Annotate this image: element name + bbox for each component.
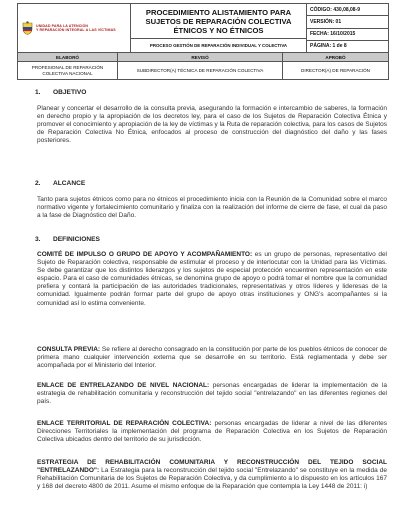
logo-line-1: UNIDAD PARA LA ATENCIÓN (36, 23, 89, 28)
approval-value-reviso: SUBDIRECTOR(A) TÉCNICA DE REPARACIÓN COLECTIVA (118, 62, 283, 79)
process-name: PROCESO GESTIÓN DE REPARACIÓN INDIVIDUAL Y COLECTIVA (149, 43, 288, 48)
section-heading-alcance (35, 180, 85, 187)
document-title: PROCEDIMIENTO ALISTAMIENTO PARA SUJETOS DE REPARACIÓN COLECTIVA ÉTNICOS Y NO ÉTNICOS (145, 7, 292, 35)
logo-line-2: Y REPARACIÓN INTEGRAL A LAS VÍCTIMAS (36, 28, 116, 32)
definition-enlace-entrelazando (37, 382, 387, 406)
title-cell (131, 4, 307, 52)
scope-paragraph: Tanto para sujetos étnicos como para no étnicos el procedimiento inicia con la Reunión de la Comunidad sobre el marco normativo vigente y fortalecimiento comunitario y finaliza con la realización del informe de cierre de fase, el cual da paso a la fase de Diagnóstico del Daño. (37, 196, 387, 220)
definition-text: personas encargadas de liderar a nivel de las diferentes Direcciones Territoriales la implementación del programa de Reparación Colectiva en los Sujetos de Reparación Colectiva ubicados dentro del territorio de su jurisdicción. (37, 420, 387, 444)
section-heading-objetivo (35, 89, 86, 96)
document-header (17, 3, 389, 53)
document-code: CÓDIGO: 430,08,08-9 (307, 4, 388, 16)
section-number: 3. (35, 236, 41, 243)
page-number: PÁGINA: 1 de 8 (310, 43, 347, 50)
definition-term: ENLACE DE ENTRELAZANDO DE NIVEL NACIONAL: (37, 382, 210, 389)
section-number: 1. (35, 89, 41, 96)
definition-term: COMITÉ DE IMPULSO O GRUPO DE APOYO Y ACOMPAÑAMIENTO: (37, 251, 253, 258)
section-title: ALCANCE (53, 180, 86, 187)
approval-header-elaboro: ELABORÓ (18, 53, 118, 62)
organization-logo (36, 24, 116, 33)
title-box (131, 4, 306, 39)
approval-header-aprobo: APROBÓ (283, 53, 388, 62)
definition-comite-impulso (37, 251, 387, 308)
definition-consulta-previa (37, 346, 387, 370)
coat-of-arms-icon (22, 21, 33, 35)
approval-header-reviso: REVISÓ (118, 53, 283, 62)
section-number: 2. (35, 180, 41, 187)
definition-text: Se refiere al derecho consagrado en la constitución por parte de los pueblos étnicos de conocer de primera mano cualquier intervención externa que se desarrolle en su territorio. Está reglamentada y debe ser acompañada por el Ministerio del Interior. (37, 346, 387, 370)
approval-table (17, 53, 389, 80)
definition-estrategia-entrelazando (37, 459, 387, 491)
document-date: FECHA: 16/10/2015 (307, 29, 388, 41)
document-version: VERSIÓN: 01 (307, 16, 388, 28)
section-heading-definiciones (35, 236, 100, 243)
section-title: DEFINICIONES (53, 236, 100, 243)
definition-term: ENLACE TERRITORIAL DE REPARACIÓN COLECTIVA: (37, 420, 212, 427)
objective-paragraph: Planear y concertar el desarrollo de la consulta previa, asegurando la formación e intercambio de saberes, la formación en derecho propio y la apropiación de los decretos ley, para el caso de los Sujetos de Reparación Colectiva Étnica y promover el conocimiento y apropiación de la ley de víctimas y la Ruta de reparación colectiva, para los casos de Sujetos de Reparación Colectiva No Étnica, enfocados al proceso de construcción del diagnóstico del daño y las fases posteriores. (37, 105, 387, 145)
approval-value-aprobo: DIRECTOR(A) DE REPARACIÓN (301, 67, 370, 73)
metadata-cell (307, 4, 388, 52)
logo-cell (18, 4, 131, 52)
definition-term: CONSULTA PREVIA: (37, 346, 101, 353)
approval-value-elaboro: PROFESIONAL DE REPARACIÓN COLECTIVA NACIONAL (18, 62, 118, 79)
section-title: OBJETIVO (53, 89, 87, 96)
definition-text: es un grupo de personas, representativo del Sujeto de Reparación colectiva, responsable de estimular el proceso y de interlocutar con la Unidad para las Víctimas. Se debe garantizar que los distintos liderazgos y los sujetos de especial protección encuentren representación en este espacio. Para el caso de comunidades étnicas, se denomina grupo de apoyo o podrá tomar el nombre que la comunidad prefiera y contará la participación de las autoridades tradicionales, representativas y otros líderes y lideresas de la comunidad. Igualmente podrán formar parte del grupo de apoyo otras instituciones y ONG's acompañantes si la comunidad así lo estima conveniente. (37, 251, 387, 307)
definition-text: personas encargadas de liderar la implementación de la estrategia de rehabilitación comunitaria y reconstrucción del tejido social "entrelazando" en las diferentes regiones del país. (37, 382, 387, 406)
definition-enlace-territorial (37, 420, 387, 444)
definition-text: La Estrategia para la reconstrucción del tejido social "Entrelazando" se constituye en la medida de Rehabilitación Comunitaria de los Sujetos de Reparación Colectiva, y da cumplimiento a lo dispuesto en los artículos 167 y 168 del decreto 4800 de 2011. Asume el mismo enfoque de la Reparación que contempla la Ley 1448 de 2011: i) (37, 467, 387, 491)
definition-term: ESTRATEGIA DE REHABILITACIÓN COMUNITARIA Y RECONSTRUCCIÓN DEL TEJIDO SOCIAL "ENTRELAZANDO": (37, 459, 387, 475)
